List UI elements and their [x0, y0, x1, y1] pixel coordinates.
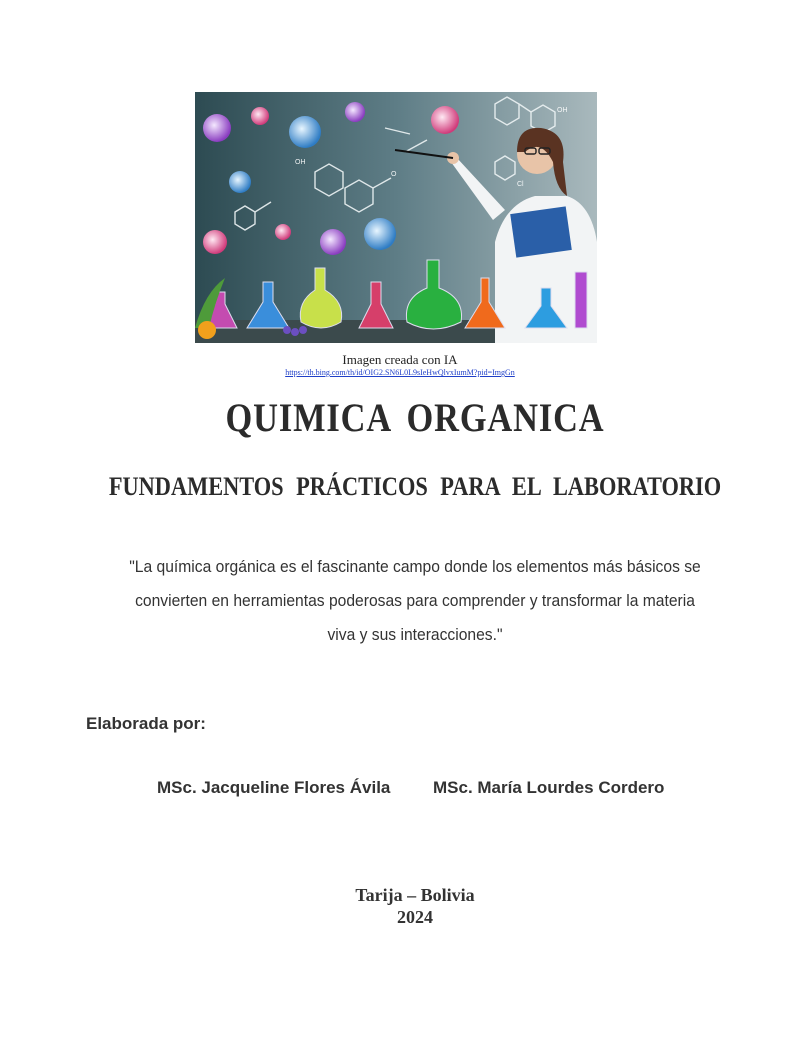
publication-year: 2024 — [397, 907, 433, 927]
image-source-link[interactable]: https://th.bing.com/th/id/OIG2.SN6L0L9sIeHwQlvxIumM?pid=ImgGn — [285, 368, 515, 377]
chemist-lab-illustration — [195, 92, 597, 343]
cover-illustration — [195, 92, 597, 343]
epigraph-quote: "La química orgánica es el fascinante campo donde los elementos más básicos se convierten en herramientas poderosas para comprender y transformar la materia viva y sus interacciones." — [129, 557, 701, 644]
authors-label: Elaborada por: — [86, 714, 206, 733]
svg-text:OH: OH — [295, 159, 306, 166]
image-caption: Imagen creada con IA — [342, 352, 458, 367]
publication-place: Tarija – Bolivia — [355, 885, 475, 905]
svg-text:Cl: Cl — [517, 181, 524, 188]
document-subtitle: FUNDAMENTOS PRÁCTICOS PARA EL LABORATORIO — [108, 472, 722, 501]
svg-text:OH: OH — [557, 107, 568, 114]
author-name: MSc. María Lourdes Cordero — [433, 778, 665, 797]
document-title: QUIMICA ORGANICA — [225, 395, 605, 440]
svg-text:O: O — [391, 171, 397, 178]
author-name: MSc. Jacqueline Flores Ávila — [157, 778, 391, 797]
